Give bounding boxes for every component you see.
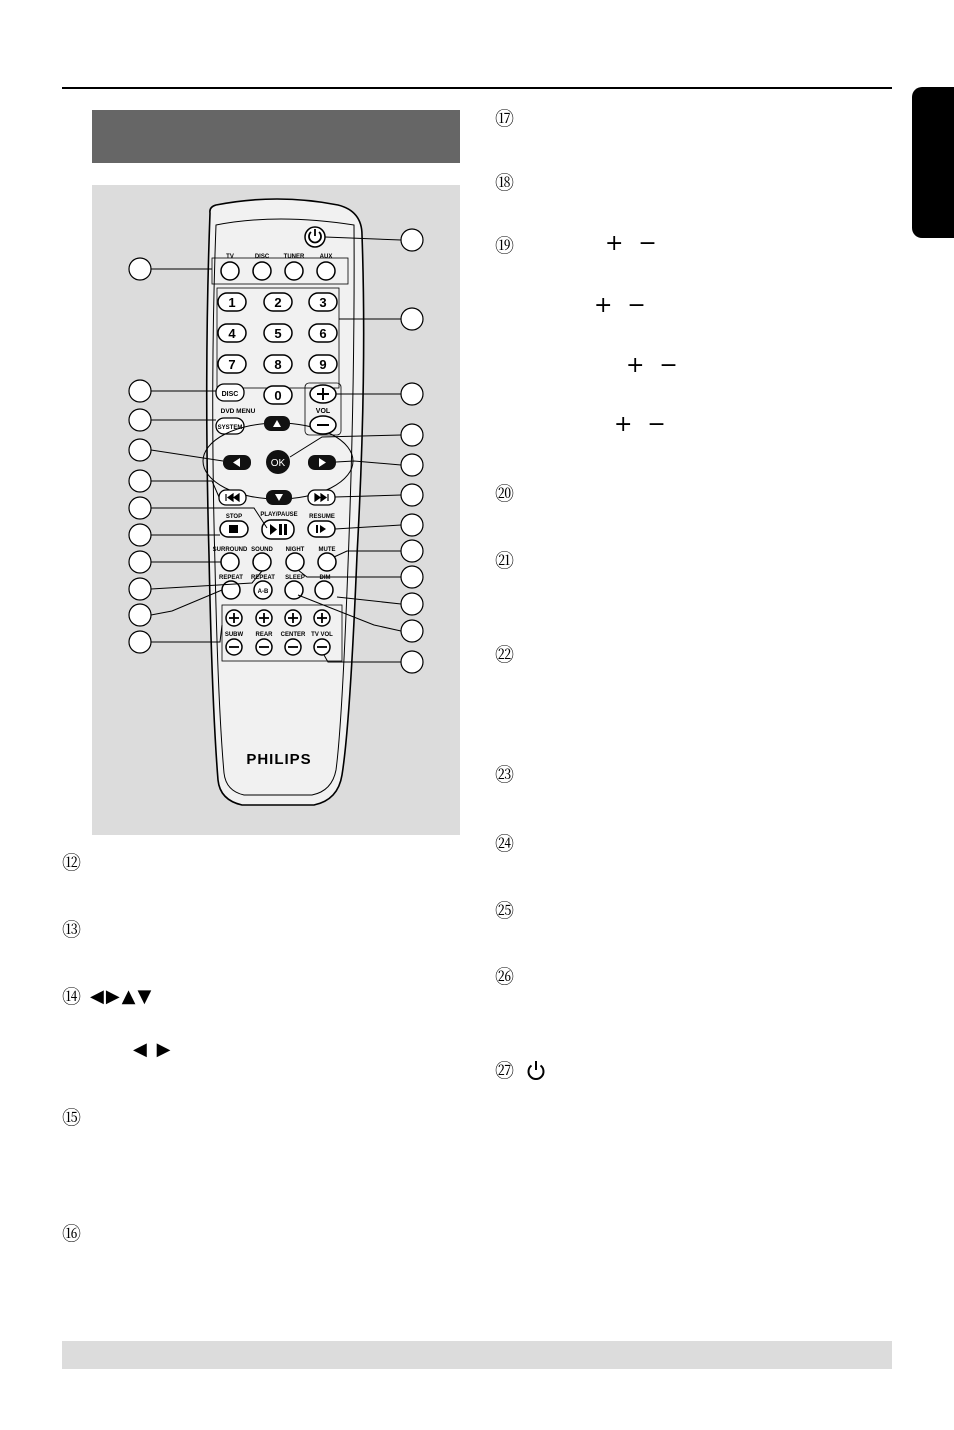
- volume-label: VOL: [315, 408, 331, 415]
- remote-control-diagram: [92, 185, 460, 835]
- callout-circle: [129, 470, 151, 492]
- callout-circle: [401, 514, 423, 536]
- item-18-number: ⑱: [495, 172, 515, 194]
- dim-button[interactable]: [315, 581, 333, 599]
- power-icon: [525, 1059, 547, 1081]
- left-right-arrow-symbols: ◀ ▶: [133, 1039, 173, 1060]
- arrow-keys-symbols: ◀▶▲▼: [90, 986, 154, 1007]
- dvd-menu-label: DVD MENU: [220, 408, 256, 415]
- digit-button-2[interactable]: [264, 293, 292, 311]
- night-label: NIGHT: [285, 547, 305, 553]
- callout-circle: [401, 424, 423, 446]
- footer-bar: [62, 1341, 892, 1369]
- language-tab: [912, 87, 954, 238]
- down-button[interactable]: [266, 490, 292, 505]
- ok-button[interactable]: [266, 450, 290, 474]
- callout-circle: [401, 229, 423, 251]
- sleep-label: SLEEP: [285, 575, 305, 581]
- digit-button-1[interactable]: [218, 293, 246, 311]
- previous-button[interactable]: [219, 490, 246, 505]
- remote-illustration-panel: [92, 185, 460, 835]
- digit-label: 3: [319, 295, 327, 310]
- callout-circle: [129, 604, 151, 626]
- callout-circle: [401, 620, 423, 642]
- rear-plus-button[interactable]: [256, 610, 272, 626]
- repeat-label: REPEAT: [219, 575, 243, 581]
- ok-label: OK: [270, 458, 286, 469]
- rear-label: REAR: [255, 632, 273, 638]
- play-pause-button[interactable]: [262, 520, 294, 539]
- digit-label: 4: [228, 326, 236, 341]
- item-17-number: ⑰: [495, 108, 515, 130]
- digit-button-9[interactable]: [309, 355, 337, 373]
- source-label-tv: TV: [226, 254, 234, 260]
- digit-button-5[interactable]: [264, 324, 292, 342]
- item-19-number: ⑲: [495, 235, 515, 257]
- callout-circle: [401, 651, 423, 673]
- stop-label: STOP: [225, 514, 243, 520]
- callout-circle: [401, 540, 423, 562]
- right-button[interactable]: [308, 455, 336, 470]
- digit-label: 1: [228, 295, 236, 310]
- digit-button-6[interactable]: [309, 324, 337, 342]
- digit-label: 5: [274, 326, 282, 341]
- system-menu-label: SYSTEM: [217, 425, 243, 431]
- callout-circle: [129, 497, 151, 519]
- plus-minus-symbols-4: + −: [614, 412, 670, 437]
- center-plus-button[interactable]: [285, 610, 301, 626]
- item-14-number: ⑭: [62, 986, 82, 1008]
- item-21-number: ㉑: [495, 550, 515, 572]
- rear-minus-button[interactable]: [256, 639, 272, 655]
- source-button-disc[interactable]: [253, 262, 271, 280]
- digit-button-3[interactable]: [309, 293, 337, 311]
- digit-button-0[interactable]: [264, 386, 292, 404]
- digit-label: 8: [274, 357, 282, 372]
- left-button[interactable]: [223, 455, 251, 470]
- callout-circle: [129, 631, 151, 653]
- resume-button[interactable]: [308, 521, 335, 537]
- plus-minus-symbols-3: + −: [626, 353, 682, 378]
- digit-button-8[interactable]: [264, 355, 292, 373]
- volume-up-button[interactable]: [310, 385, 336, 403]
- item-12-number: ⑫: [62, 852, 82, 874]
- subw-label: SUBW: [224, 632, 244, 638]
- tv-vol-label: TV VOL: [311, 632, 333, 638]
- item-22-number: ㉒: [495, 644, 515, 666]
- item-24-number: ㉔: [495, 833, 515, 855]
- tv-vol-plus-button[interactable]: [314, 610, 330, 626]
- callout-circle: [129, 578, 151, 600]
- item-27-number: ㉗: [495, 1060, 515, 1082]
- source-button-aux[interactable]: [317, 262, 335, 280]
- repeat-ab-button[interactable]: [254, 581, 272, 599]
- section-heading-bar: [92, 110, 460, 163]
- source-button-tuner[interactable]: [285, 262, 303, 280]
- item-16-number: ⑯: [62, 1223, 82, 1245]
- callout-circle: [129, 380, 151, 402]
- callout-circle: [129, 551, 151, 573]
- subw-plus-button[interactable]: [226, 610, 242, 626]
- callout-circle: [129, 524, 151, 546]
- source-label-disc: DISC: [254, 254, 270, 260]
- play-pause-label: PLAY/PAUSE: [260, 512, 298, 518]
- surround-label: SURROUND: [212, 547, 248, 553]
- digit-label: 0: [274, 388, 282, 403]
- dim-label: DIM: [319, 575, 331, 581]
- top-rule: [62, 87, 892, 89]
- callout-circle: [129, 258, 151, 280]
- source-label-tuner: TUNER: [283, 254, 305, 260]
- callout-circle: [401, 484, 423, 506]
- callout-circle: [401, 566, 423, 588]
- digit-button-4[interactable]: [218, 324, 246, 342]
- item-20-number: ⑳: [495, 483, 515, 505]
- mute-label: MUTE: [318, 547, 336, 553]
- digit-button-7[interactable]: [218, 355, 246, 373]
- ab-label: A-B: [257, 589, 269, 595]
- brand-logo: PHILIPS: [246, 751, 312, 768]
- next-button[interactable]: [308, 490, 335, 505]
- resume-label: RESUME: [309, 514, 335, 520]
- item-25-number: ㉕: [495, 900, 515, 922]
- item-26-number: ㉖: [495, 966, 515, 988]
- callout-circle: [401, 454, 423, 476]
- item-15-number: ⑮: [62, 1107, 82, 1129]
- subw-minus-button[interactable]: [226, 639, 242, 655]
- item-13-number: ⑬: [62, 919, 82, 941]
- sound-label: SOUND: [251, 547, 273, 553]
- stop-button[interactable]: [220, 521, 248, 537]
- digit-label: 6: [319, 326, 327, 341]
- mute-button[interactable]: [318, 553, 336, 571]
- volume-down-button[interactable]: [310, 416, 336, 434]
- surround-button[interactable]: [221, 553, 239, 571]
- tv-vol-minus-button[interactable]: [314, 639, 330, 655]
- callout-circle: [401, 383, 423, 405]
- callout-circle: [401, 308, 423, 330]
- plus-minus-symbols-1: + −: [605, 231, 661, 256]
- up-button[interactable]: [264, 416, 290, 431]
- digit-label: 9: [319, 357, 327, 372]
- center-label: CENTER: [280, 632, 306, 638]
- callout-circle: [129, 409, 151, 431]
- sound-button[interactable]: [253, 553, 271, 571]
- disc-menu-button[interactable]: [216, 384, 244, 401]
- item-23-number: ㉓: [495, 764, 515, 786]
- source-label-aux: AUX: [319, 254, 333, 260]
- callout-circle: [401, 593, 423, 615]
- digit-label: 7: [228, 357, 236, 372]
- power-button[interactable]: [305, 227, 325, 247]
- plus-minus-symbols-2: + −: [594, 293, 650, 318]
- source-button-tv[interactable]: [221, 262, 239, 280]
- repeat-ab-label: REPEAT: [251, 575, 275, 581]
- digit-label: 2: [274, 295, 282, 310]
- night-button[interactable]: [286, 553, 304, 571]
- center-minus-button[interactable]: [285, 639, 301, 655]
- disc-menu-label: DISC: [221, 391, 239, 398]
- callout-circle: [129, 439, 151, 461]
